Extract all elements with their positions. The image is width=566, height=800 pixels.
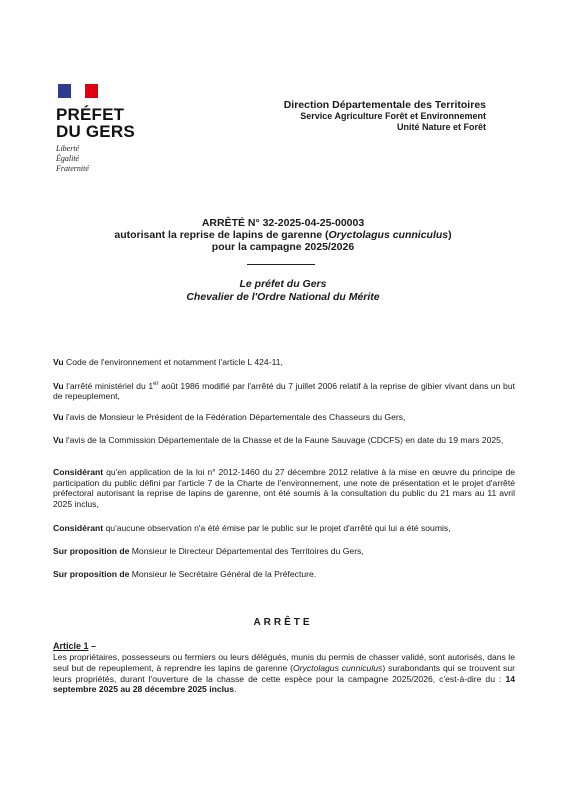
consideration-item: Sur proposition de Monsieur le Secrétaire Général de la Préfecture.: [53, 569, 317, 579]
consideration-item: Vu l'arrêté ministériel du 1er août 1986 modifié par l'arrêté du 7 juillet 2006 relatif à la reprise de gibier vivant dans un but de repeuplement,: [53, 380, 515, 402]
authority-title: Le préfet du Gers: [239, 278, 327, 290]
republic-motto: [56, 144, 135, 174]
article-1-body: Les propriétaires, possesseurs ou fermiers ou leurs délégués, munis du permis de chasser validé, sont autorisés, dans le seul but de repeuplement, à reprendre les lapins de garenne (Oryctolagus cunniculus) surabondants qui se trouvent sur leurs propriétés, durant l'ouverture de la chasse de cette espèce pour la campagne 2025/2026, c'est-à-dire du : 14 septembre 2025 au 28 décembre 2025 inclus.: [53, 652, 515, 695]
unit-name: Unité Nature et Forêt: [396, 122, 486, 132]
decree-number: ARRÊTÉ N° 32-2025-04-25-00003: [201, 217, 365, 229]
consideration-item: Vu l'avis de la Commission Départementale de la Chasse et de la Faune Sauvage (CDCFS) en date du 19 mars 2025,: [53, 435, 504, 445]
species-name: Oryctolagus cunniculus: [328, 229, 449, 241]
logo-prefet-line: PRÉFET: [56, 105, 125, 124]
article-1-title: Article 1 –: [53, 641, 97, 651]
decree-subject: autorisant la reprise de lapins de garenne (Oryctolagus cunniculus): [114, 229, 452, 241]
species-name: Oryctolagus cunniculus: [293, 662, 383, 673]
consideration-item: Vu Code de l'environnement et notamment l'article L 424-11,: [53, 357, 283, 367]
authority-honor: Chevalier de l'Ordre National du Mérite: [186, 291, 380, 303]
season-dates: 14 septembre 2025 au 28 décembre 2025 inclus: [53, 673, 515, 695]
decree-season: pour la campagne 2025/2026: [211, 241, 355, 253]
motto-egalite: Égalité: [56, 154, 80, 163]
logo-gers-line: DU GERS: [56, 122, 135, 141]
prefet-logo: [56, 84, 135, 174]
decision-heading: ARRÊTE: [253, 617, 313, 628]
consideration-item: Sur proposition de Monsieur le Directeur Départemental des Territoires du Gers,: [53, 546, 364, 556]
department-name: Direction Départementale des Territoires: [283, 99, 486, 111]
issuing-department: [284, 100, 486, 133]
service-name: Service Agriculture Forêt et Environnement: [300, 111, 486, 121]
issuing-authority: [0, 278, 566, 304]
marianne-flag-icon: [58, 84, 98, 98]
consideration-item: Vu l'avis de Monsieur le Président de la Fédération Départementale des Chasseurs du Gers,: [53, 412, 406, 422]
decree-title: [0, 217, 566, 253]
title-divider: [247, 264, 315, 265]
consideration-item: Considérant qu'en application de la loi n° 2012-1460 du 27 décembre 2012 relative à la mise en œuvre du principe de participation du public défini par l'article 7 de la Charte de l'environnement, une note de présentation et le projet d'arrêté préfectoral autorisant la reprise de lapins de garenne, ont été soumis à la consultation du public du 21 mars au 11 avril 2025 inclus,: [53, 467, 515, 509]
motto-liberte: Liberté: [56, 144, 80, 153]
motto-fraternite: Fraternité: [56, 164, 89, 173]
consideration-item: Considérant qu'aucune observation n'a été émise par le public sur le projet d'arrêté qui lui a été soumis,: [53, 523, 451, 533]
